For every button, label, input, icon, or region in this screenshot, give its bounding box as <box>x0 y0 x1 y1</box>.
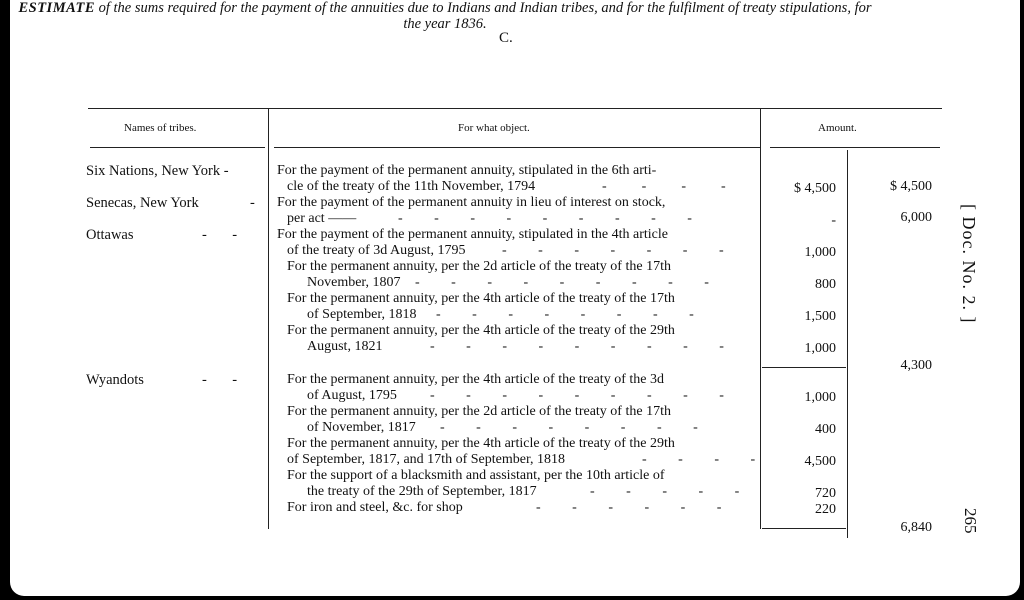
tribe-total: 6,840 <box>900 520 932 535</box>
object-line: For the payment of the permanent annuity in lieu of interest on stock, <box>277 195 666 210</box>
header-rule-object <box>274 147 760 148</box>
title-lead: ESTIMATE <box>18 0 95 16</box>
document-title <box>10 0 880 32</box>
object-line: November, 1807 <box>307 275 401 290</box>
object-line: of the treaty of 3d August, 1795 <box>287 243 466 258</box>
amount-value: 1,000 <box>804 390 836 405</box>
leader-dash: - - - - - - - - - <box>430 339 724 354</box>
amount-value: 1,500 <box>804 309 836 324</box>
subtotal-rule-wyandots <box>762 528 846 529</box>
object-line: For iron and steel, &c. for shop <box>287 500 463 515</box>
document-page <box>10 0 1020 596</box>
header-rule-names <box>90 147 265 148</box>
tribe-name: Senecas, New York <box>86 195 199 211</box>
appendix-letter: C. <box>499 30 513 46</box>
object-line: For the permanent annuity, per the 4th article of the treaty of the 3d <box>287 372 664 387</box>
leader-dash: - - <box>202 372 238 388</box>
object-line: of November, 1817 <box>307 420 416 435</box>
document-reference: [ Doc. No. 2. ] <box>959 204 979 324</box>
tribe-name: Wyandots <box>86 372 144 388</box>
table-top-rule <box>88 108 942 109</box>
object-line: of August, 1795 <box>307 388 397 403</box>
leader-dash: - - - - <box>602 179 726 194</box>
object-line: the treaty of the 29th of September, 1817 <box>307 484 537 499</box>
object-line: cle of the treaty of the 11th November, 1794 <box>287 179 536 194</box>
object-line: of September, 1817, and 17th of September, 1818 <box>287 452 566 467</box>
amount-value: 720 <box>815 486 836 501</box>
page-number: 265 <box>961 508 980 534</box>
object-line: per act —— <box>287 211 357 226</box>
amount-value: 800 <box>815 277 836 292</box>
tribe-name: Six Nations, New York - <box>86 163 229 179</box>
tribe-total: $ 4,500 <box>890 179 932 194</box>
column-header-names: Names of tribes. <box>124 122 197 134</box>
object-line: For the permanent annuity, per the 4th article of the treaty of the 17th <box>287 291 675 306</box>
amount-value: - <box>831 213 836 228</box>
leader-dash: - - - - - - - - <box>440 420 698 435</box>
object-line: August, 1821 <box>307 339 383 354</box>
column-header-amount: Amount. <box>818 122 857 134</box>
leader-dash: - <box>250 195 255 211</box>
header-rule-amount <box>770 147 940 148</box>
column-divider-1 <box>268 109 269 529</box>
leader-dash: - - - - - - - - - <box>398 211 692 226</box>
object-line: For the permanent annuity, per the 4th article of the treaty of the 29th <box>287 323 675 338</box>
tribe-name: Ottawas <box>86 227 134 243</box>
leader-dash: - - - - - <box>590 484 740 499</box>
amount-value: 1,000 <box>804 341 836 356</box>
leader-dash: - - <box>202 227 238 243</box>
leader-dash: - - - - - - <box>536 500 722 515</box>
column-divider-2 <box>760 109 761 529</box>
object-line: For the permanent annuity, per the 2d article of the treaty of the 17th <box>287 259 671 274</box>
object-line: For the payment of the permanent annuity, stipulated in the 4th article <box>277 227 668 242</box>
amount-value: 1,000 <box>804 245 836 260</box>
object-line: For the payment of the permanent annuity, stipulated in the 6th arti- <box>277 163 657 178</box>
object-line: For the support of a blacksmith and assistant, per the 10th article of <box>287 468 665 483</box>
column-divider-3 <box>847 150 848 538</box>
object-line: For the permanent annuity, per the 2d article of the treaty of the 17th <box>287 404 671 419</box>
title-rest: of the sums required for the payment of the annuities due to Indians and Indian tribes, and for the fulfilment of treaty stipulations, for the year 1836. <box>95 0 872 32</box>
amount-value: $ 4,500 <box>794 181 836 196</box>
leader-dash: - - - - - - - - <box>436 307 694 322</box>
amount-value: 400 <box>815 422 836 437</box>
leader-dash: - - - - <box>642 452 756 467</box>
leader-dash: - - - - - - - - - <box>430 388 724 403</box>
leader-dash: - - - - - - - - - <box>415 275 709 290</box>
object-line: of September, 1818 <box>307 307 417 322</box>
tribe-total: 4,300 <box>900 358 932 373</box>
object-line: For the permanent annuity, per the 4th article of the treaty of the 29th <box>287 436 675 451</box>
subtotal-rule-ottawas <box>762 367 846 368</box>
leader-dash: - - - - - - - <box>502 243 724 258</box>
amount-value: 220 <box>815 502 836 517</box>
column-header-object: For what object. <box>458 122 530 134</box>
amount-value: 4,500 <box>804 454 836 469</box>
tribe-total: 6,000 <box>900 210 932 225</box>
